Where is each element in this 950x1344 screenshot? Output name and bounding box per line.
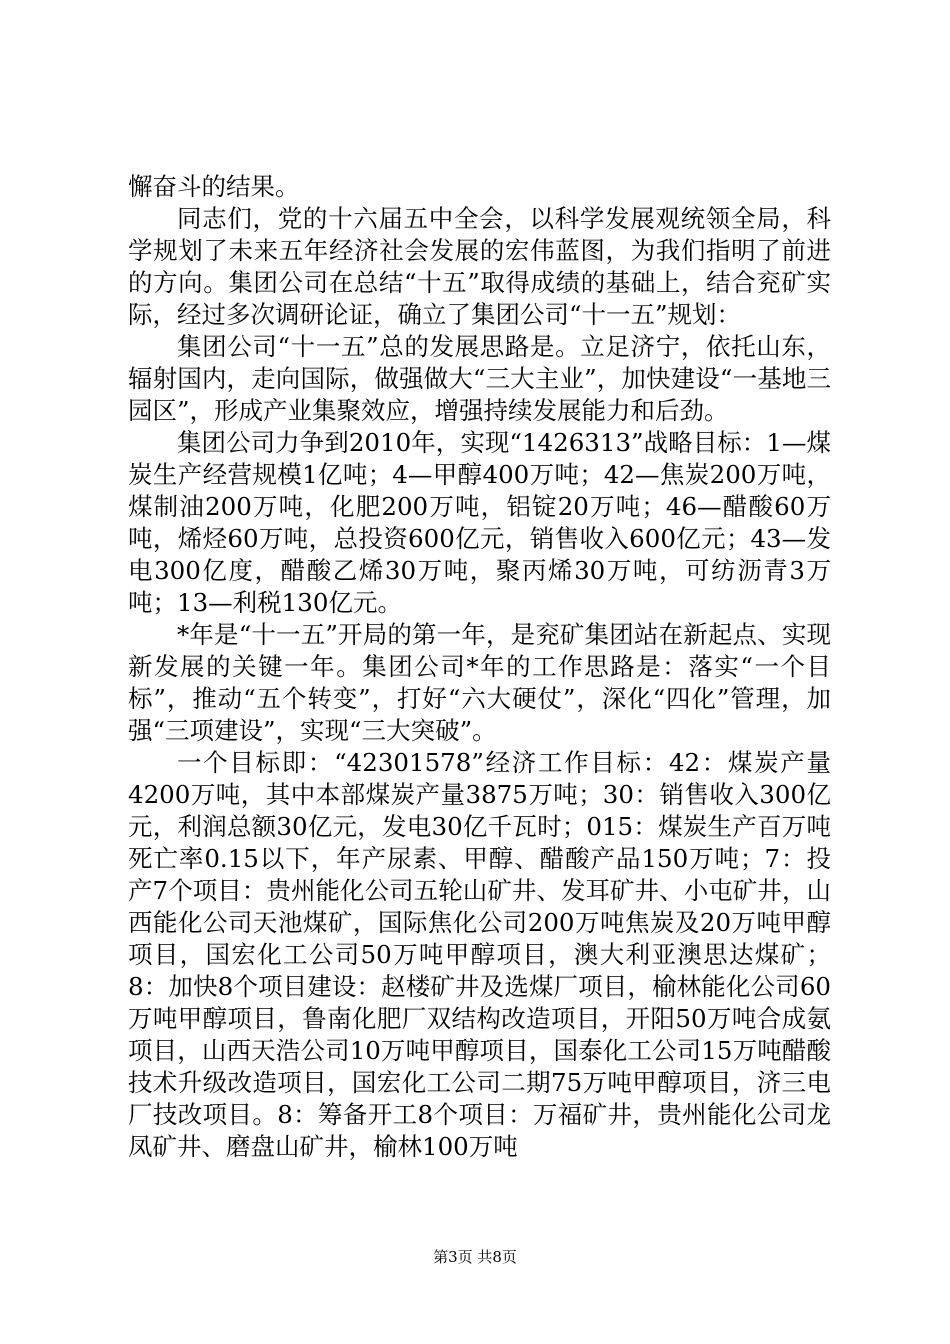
paragraph-3: 集团公司“十一五”总的发展思路是。立足济宁，依托山东，辐射国内，走向国际，做强做大“三大主业”，加快建设“一基地三园区”，形成产业集聚效应，增强持续发展能力和后劲。 <box>128 332 831 425</box>
paragraph-1: 懈奋斗的结果。 <box>128 172 300 201</box>
paragraph-5: *年是“十一五”开局的第一年，是兖矿集团站在新起点、实现新发展的关键一年。集团公司*年的工作思路是：落实“一个目标”，推动“五个转变”，打好“六大硬仗”，深化“四化”管理，加强“三项建设”，实现“三大突破”。 <box>128 620 831 745</box>
document-body <box>128 171 831 1163</box>
paragraph-6: 一个目标即：“42301578”经济工作目标：42：煤炭产量4200万吨，其中本部煤炭产量3875万吨；30：销售收入300亿元，利润总额30亿元，发电30亿千瓦时；015：煤炭生产百万吨死亡率0.15以下，年产尿素、甲醇、醋酸产品150万吨；7：投产7个项目：贵州能化公司五轮山矿井、发耳矿井、小屯矿井，山西能化公司天池煤矿，国际焦化公司200万吨焦炭及20万吨甲醇项目，国宏化工公司50万吨甲醇项目，澳大利亚澳思达煤矿；8：加快8个项目建设：赵楼矿井及选煤厂项目，榆林能化公司60万吨甲醇项目，鲁南化肥厂双结构改造项目，开阳50万吨合成氨项目，山西天浩公司10万吨甲醇项目，国泰化工公司15万吨醋酸技术升级改造项目，国宏化工公司二期75万吨甲醇项目，济三电厂技改项目。8：筹备开工8个项目：万福矿井，贵州能化公司龙凤矿井、磨盘山矿井，榆林100万吨 <box>128 748 831 1161</box>
paragraph-2: 同志们，党的十六届五中全会，以科学发展观统领全局，科学规划了未来五年经济社会发展的宏伟蓝图，为我们指明了前进的方向。集团公司在总结“十五”取得成绩的基础上，结合兖矿实际，经过多次调研论证，确立了集团公司“十一五”规划： <box>128 204 831 329</box>
paragraph-4: 集团公司力争到2010年，实现“1426313”战略目标：1—煤炭生产经营规模1亿吨；4—甲醇400万吨；42—焦炭200万吨，煤制油200万吨，化肥200万吨，铝锭20万吨；46—醋酸60万吨，烯烃60万吨，总投资600亿元，销售收入600亿元；43—发电300亿度，醋酸乙烯30万吨，聚丙烯30万吨，可纺沥青3万吨；13—利税130亿元。 <box>128 428 831 617</box>
page-number-footer: 第3页 共8页 <box>433 1248 517 1266</box>
